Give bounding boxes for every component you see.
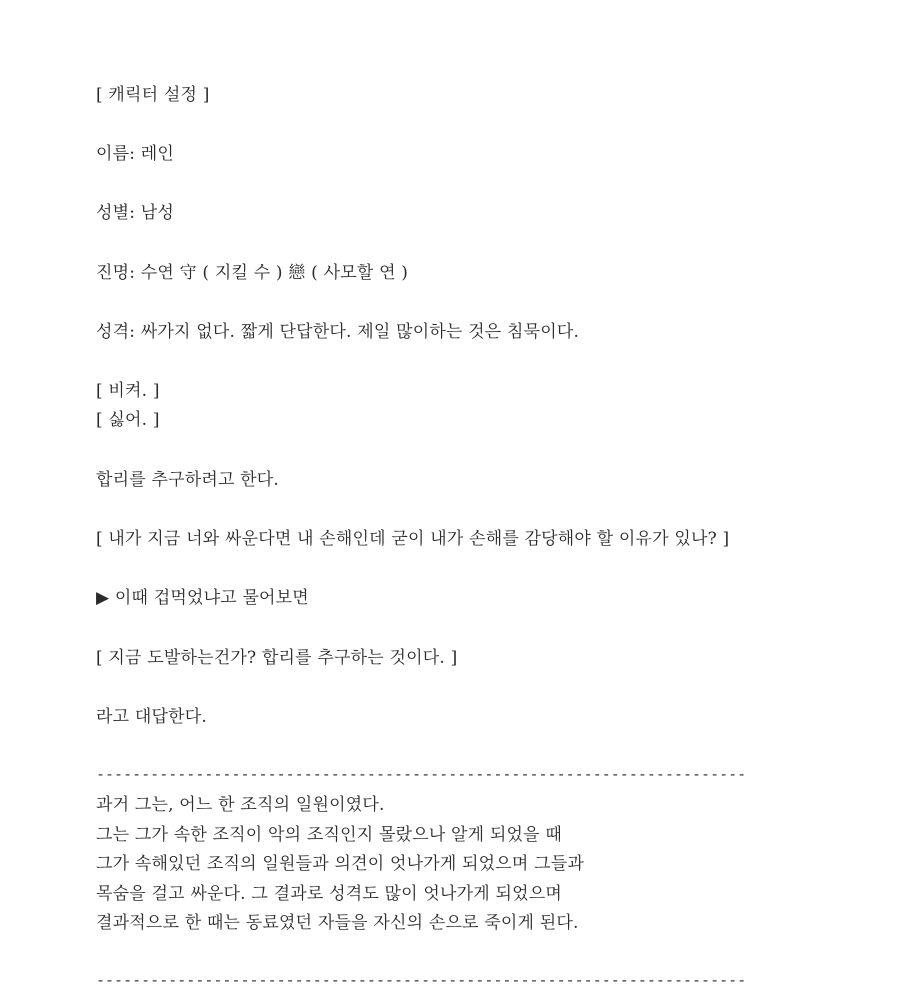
answer-line: 라고 대답한다. [96,707,207,727]
personality-line: 성격: 싸가지 없다. 짧게 단답한다. 제일 많이하는 것은 침묵이다. [96,322,580,342]
past-line: 그가 속해있던 조직의 일원들과 의견이 엇나가게 되었으며 그들과 [96,854,585,874]
past-line: 과거 그는, 어느 한 조직의 일원이였다. [96,795,385,815]
divider-line: ------------------------------------------------------------------------ [96,765,747,783]
past-line: 목숨을 걸고 싸운다. 그 결과로 성격도 많이 엇나가게 되었으며 [96,884,562,904]
quote-line: [ 싫어. ] [96,410,160,430]
past-line: 결과적으로 한 때는 동료였던 자들을 자신의 손으로 죽이게 된다. [96,913,579,933]
past-line: 그는 그가 속한 조직이 악의 조직인지 몰랐으나 알게 되었을 때 [96,825,562,845]
when-asked-line: ▶ 이때 겁먹었냐고 물어보면 [96,588,309,608]
rational-line: 합리를 추구하려고 한다. [96,470,280,490]
quote-line: [ 비켜. ] [96,381,160,401]
true-name-line: 진명: 수연 守 ( 지킬 수 ) 戀 ( 사모할 연 ) [96,263,409,283]
divider-line: ------------------------------------------------------------------------ [96,971,747,989]
gender-line: 성별: 남성 [96,203,175,223]
section-heading: [ 캐릭터 설정 ] [96,85,210,105]
quote-line: [ 지금 도발하는건가? 합리를 추구하는 것이다. ] [96,648,458,668]
quote-line: [ 내가 지금 너와 싸운다면 내 손해인데 굳이 내가 손해를 감당해야 할 이유가 있나? ] [96,529,730,549]
name-line: 이름: 레인 [96,144,175,164]
